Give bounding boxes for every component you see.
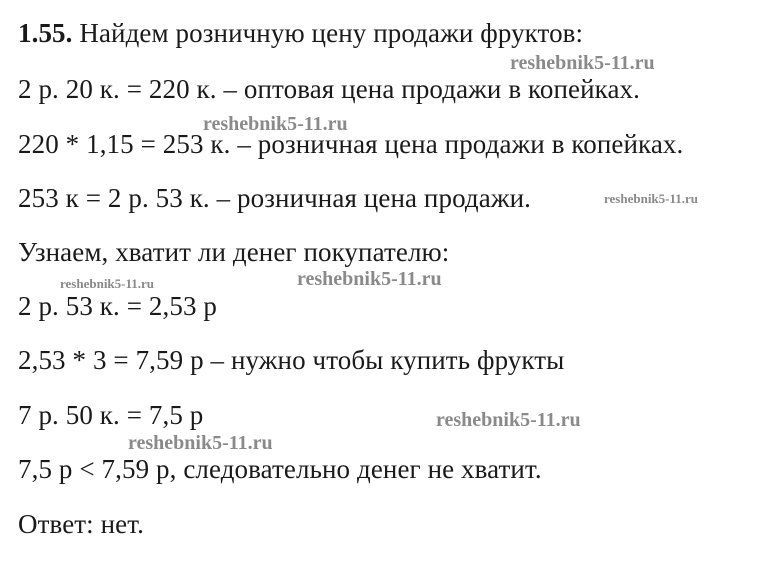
solution-line-4: Узнаем, хватит ли денег покупателю: [18,237,450,267]
watermark: reshebnik5-11.ru [128,432,273,454]
solution-line-2: 220 * 1,15 = 253 к. – розничная цена продажи в копейках. [18,129,684,159]
solution-line-6: 2,53 * 3 = 7,59 р – нужно чтобы купить фрукты [18,345,565,375]
watermark: reshebnik5-11.ru [297,268,442,290]
heading-text: Найдем розничную цену продажи фруктов: [79,18,584,48]
watermark: reshebnik5-11.ru [203,113,348,135]
solution-line-1: 2 р. 20 к. = 220 к. – оптовая цена продажи в копейках. [18,74,640,104]
watermark: reshebnik5-11.ru [60,276,155,291]
problem-number: 1.55. [18,18,73,48]
watermark: reshebnik5-11.ru [436,409,581,431]
solution-line-5: 2 р. 53 к. = 2,53 р [18,291,217,321]
solution-line-7: 7 р. 50 к. = 7,5 р [18,400,204,430]
watermark: reshebnik5-11.ru [510,52,655,74]
watermark: reshebnik5-11.ru [604,191,699,206]
solution-heading [18,17,583,49]
solution-line-8: 7,5 р < 7,59 р, следовательно денег не хватит. [18,454,542,484]
answer-line: Ответ: нет. [18,509,144,539]
solution-line-3: 253 к = 2 р. 53 к. – розничная цена продажи. [18,183,531,213]
